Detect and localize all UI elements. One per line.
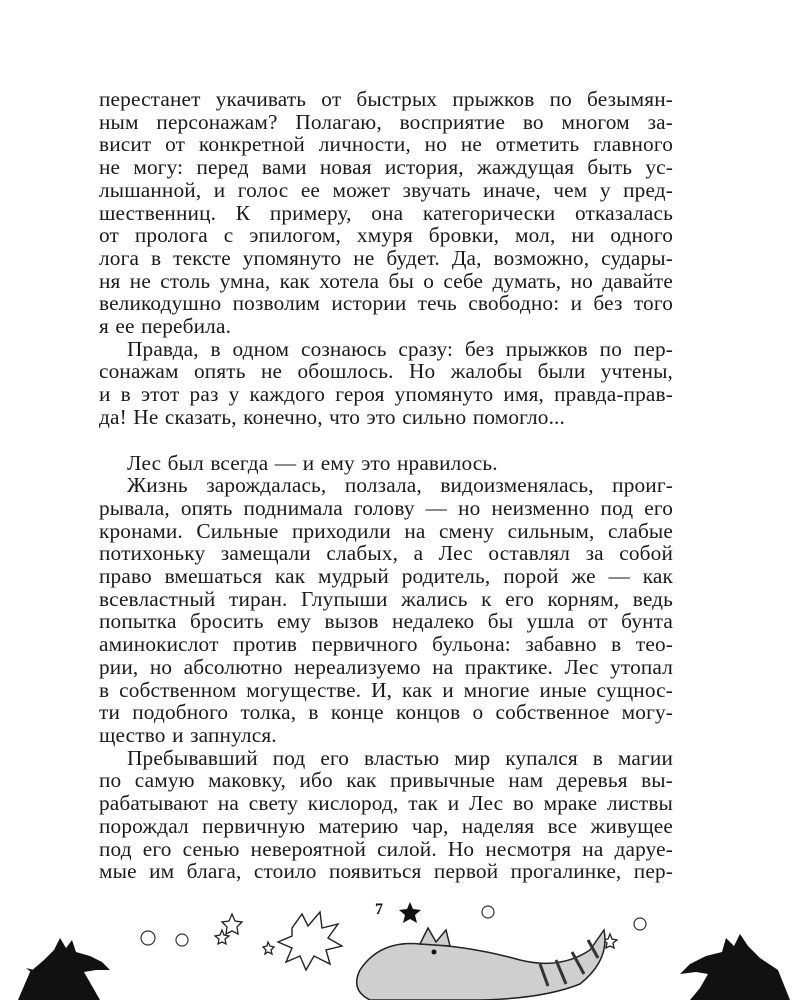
text-line: всевластный тиран. Глупыши жались к его корням, ведь: [99, 586, 673, 611]
wolf-left-icon: [18, 938, 110, 1000]
paragraph-confession: [99, 338, 673, 429]
text-line: ня не столь умна, как хотела бы о себе думать, но давайте: [99, 268, 673, 293]
text-line: шественниц. К примеру, она категорически отказалась: [99, 200, 673, 225]
text-line: рии, но абсолютно нереализуемо на практике. Лес утопал: [99, 654, 673, 679]
text-line: Жизнь зарождалась, ползала, видоизменялась, проиг-: [127, 473, 673, 498]
text-line: висит от конкретной личности, но не отметить главного: [99, 132, 673, 157]
paragraph-forest-opening: [99, 452, 673, 475]
paragraph-magic-world: [99, 747, 673, 883]
text-line: рывала, опять поднимала голову — но неизменно под его: [99, 495, 673, 520]
seed-puff-icon: [141, 906, 646, 946]
text-line: великодушно позволим истории течь свободно: и без того: [99, 291, 673, 316]
text-line: по самую маковку, ибо как привычные нам деревья вы-: [99, 768, 673, 793]
paragraph-preface-continued: [99, 88, 673, 338]
text-line: Правда, в одном сознаюсь сразу: без прыжков по пер-: [127, 336, 673, 361]
cat-icon: [357, 928, 605, 1000]
text-line: ным персонажам? Полагаю, восприятие во многом за-: [99, 109, 673, 134]
page-body-text: [99, 88, 673, 883]
text-line: лога в тексте упомянуто не будет. Да, возможно, судары-: [99, 245, 673, 270]
text-line: Пребывавший под его властью мир купался в магии: [127, 745, 673, 770]
text-line: право вмешаться как мудрый родитель, порой же — как: [99, 564, 673, 589]
text-line: перестанет укачивать от быстрых прыжков по безымян-: [99, 87, 673, 111]
text-line: я ее перебила.: [99, 314, 232, 339]
wolf-right-icon: [680, 934, 790, 1000]
text-line: мые им блага, стоило появиться первой прогалинке, пер-: [99, 859, 673, 884]
text-line: ти подобного толка, в конце концов о собственное могу-: [99, 700, 673, 725]
text-line: не могу: перед вами новая история, жаждущая быть ус-: [99, 155, 673, 180]
text-line: попытка бросить ему вызов недалеко бы ушла от бунта: [99, 609, 673, 634]
text-line: аминокислот против первичного бульона: забавно в тео-: [99, 632, 673, 657]
text-line: и в этот раз у каждого героя упомянуто имя, правда-прав-: [99, 382, 673, 407]
text-line: сонажам опять не обошлось. Но жалобы были учтены,: [99, 359, 673, 384]
black-star-icon: [399, 902, 421, 923]
paragraph-life-under-crowns: [99, 474, 673, 746]
text-line: Лес был всегда — и ему это нравилось.: [127, 450, 498, 475]
text-line: да! Не сказать, конечно, что это сильно помогло...: [99, 404, 565, 429]
bottom-illustration: [0, 900, 800, 1000]
text-line: щество и запнулся.: [99, 722, 277, 747]
text-line: порождал первичную материю чар, наделяя все живущее: [99, 813, 673, 838]
text-line: от пролога с эпилогом, хмуря бровки, мол, ни одного: [99, 223, 673, 248]
section-gap: [99, 429, 673, 452]
text-line: кронами. Сильные приходили на смену сильным, слабые: [99, 518, 673, 543]
page-number: 7: [375, 901, 383, 918]
text-line: под его сенью невероятной силой. Но несмотря на даруе-: [99, 836, 673, 861]
burst-icon: [278, 912, 342, 970]
text-line: в собственном могуществе. И, как и многие иные сущнос-: [99, 677, 673, 702]
text-line: потихоньку замещали слабых, а Лес оставлял за собой: [99, 541, 673, 566]
text-line: рабатывают на свету кислород, так и Лес во мраке листвы: [99, 791, 673, 816]
text-line: лышанной, и голос ее может звучать иначе, чем у пред-: [99, 177, 673, 202]
